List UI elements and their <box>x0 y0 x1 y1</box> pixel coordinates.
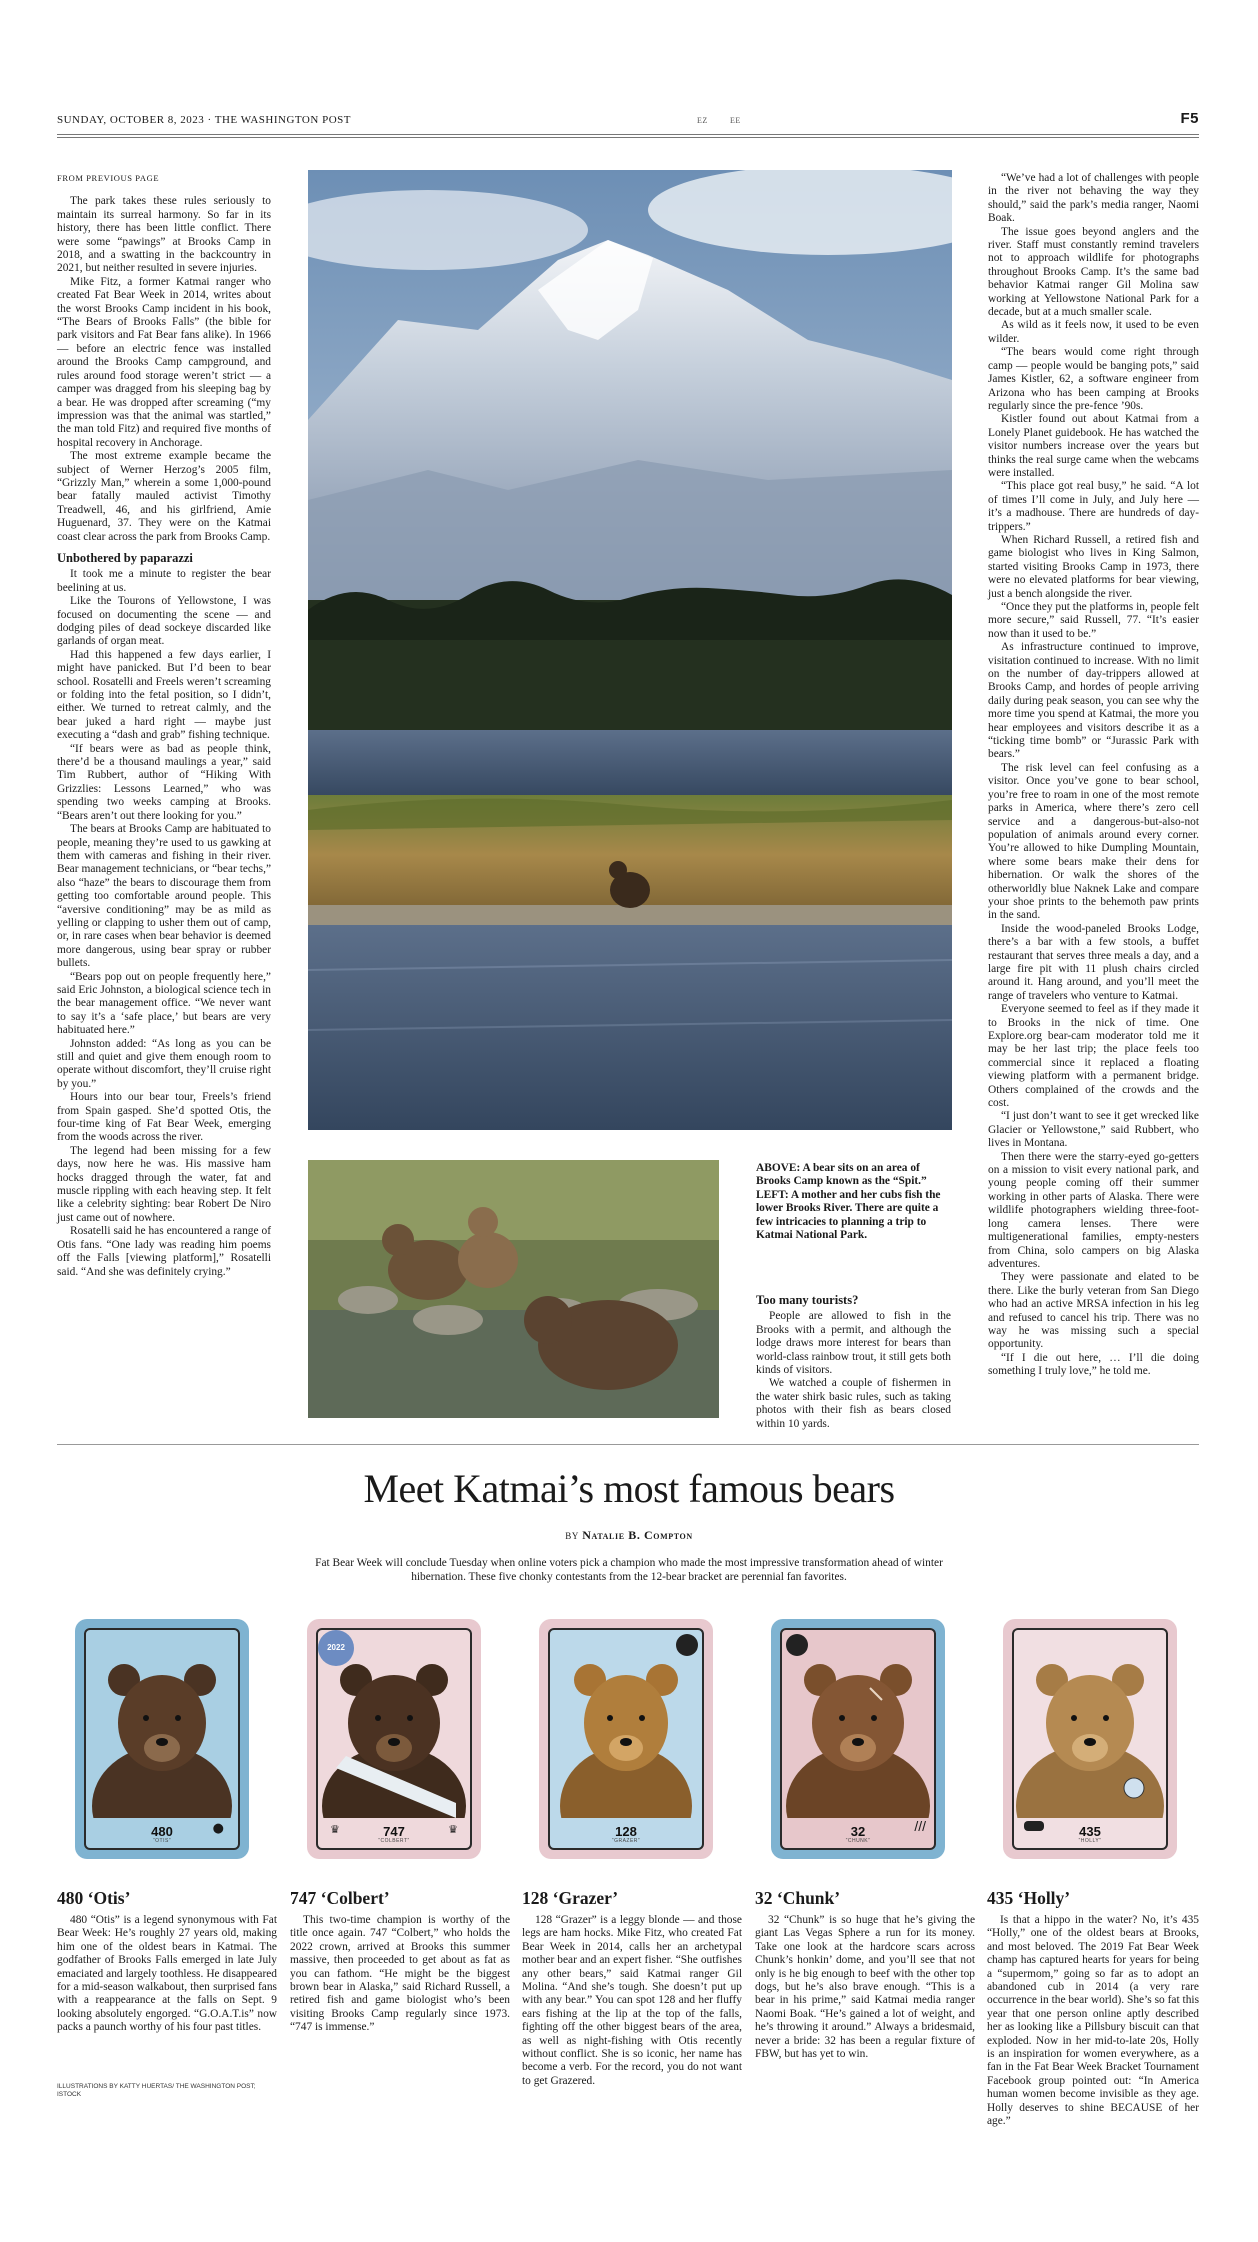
paragraph: “I just don’t want to see it get wrecked like Glacier or Yellowstone,” said Rubbert, who lives in Montana. <box>988 1110 1199 1150</box>
card-nickname: “CHUNK” <box>845 1838 871 1844</box>
card-number: 128 <box>615 1824 637 1839</box>
crown-badge-icon <box>318 1630 354 1666</box>
bear-bio <box>290 1914 510 2035</box>
paragraph: “Bears pop out on people frequently here,” said Eric Johnston, a biological science tech in the bear management office. “We never want to say it’s a ‘safe place,’ but bears are very habituated here.” <box>57 970 271 1037</box>
bear-bio <box>755 1914 975 2061</box>
bio-text: This two-time champion is worthy of the title once again. 747 “Colbert,” who holds the 2022 crown, arrived at Brooks this summer massive, then proceeded to get about as fat as you can fathom. “He might be the biggest brown bear in Alaska,” said Richard Russell, a retired fish and game biologist who’s been visiting Brooks Camp regularly since 1973. “747 is immense.” <box>290 1914 510 2034</box>
paragraph: The legend had been missing for a few days, now here he was. His massive ham hocks dragged through the water, fat and muscle rippling with each heaving step. It felt like a celebrity sighting: bear Robert De Niro just came out of nowhere. <box>57 1144 271 1224</box>
paragraph: Johnston added: “As long as you can be still and quiet and give them enough room to operate without discomfort, they’ll cruise right by you.” <box>57 1037 271 1090</box>
article-column-4 <box>988 172 1199 1379</box>
crown-icon: ♛ <box>330 1823 340 1836</box>
paragraph: The issue goes beyond anglers and the river. Staff must constantly remind travelers not to approach wildlife for photographs throughout Brooks Camp. It’s the same bad behavior Katmai ranger Gil Molina saw working at Yellowstone National Park for a decade, but at a much smaller scale. <box>988 225 1199 319</box>
paragraph: As infrastructure continued to improve, visitation continued to increase. With no limit on the number of day-trippers allowed at Brooks Camp, and hordes of people arriving daily during peak season, you can see why the more time you spend at Katmai, the more you hear employees and visitors describe it as a “ticking time bomb” or “Jurassic Park with bears.” <box>988 641 1199 761</box>
paragraph: It took me a minute to register the bear beelining at us. <box>57 568 271 594</box>
paragraph: The risk level can feel confusing as a visitor. Once you’ve gone to bear school, you’re free to roam in one of the most remote parks in America, where there’s zero cell service and a dangerous-but-also-not population of animals around every corner. You’re allowed to hike Dumpling Mountain, where some bears make their dens for hibernation. Or walk the shores of the otherworldly blue Naknek Lake and compare your shoe prints to the behemoth paw prints in the sand. <box>988 761 1199 922</box>
cubs-photo <box>308 1160 719 1418</box>
paragraph: “Once they put the platforms in, people felt more secure,” said Russell, 77. “It’s easier now than it used to be.” <box>988 601 1200 640</box>
paragraph: Then there were the starry-eyed go-getters on a mission to visit every national park, and young people coming off their summer working in other parts of Alaska. There were wildlife photographers wielding three-foot-long camera lenses. There were multigenerational families, empty-nesters from China, solo campers on big Alaska adventures. <box>988 1150 1199 1270</box>
bear-portrait <box>780 1628 936 1818</box>
feature-headline: Meet Katmai’s most famous bears <box>363 1466 895 1511</box>
folio-mark: EZ <box>697 116 708 125</box>
bear-bio <box>57 1914 277 2035</box>
bear-bio <box>987 1914 1199 2129</box>
card-nickname: “OTIS” <box>153 1838 171 1844</box>
card-face <box>316 1628 472 1850</box>
folio-mark: EE <box>730 116 741 125</box>
folio-dateline: SUNDAY, OCTOBER 8, 2023 · THE WASHINGTON POST <box>57 114 351 126</box>
card-face <box>84 1628 240 1850</box>
paragraph: Inside the wood-paneled Brooks Lodge, there’s a bar with a few stools, a buffet restaurant that serves three meals a day, and a large fire pit with 11 plush chairs circled around it. Hang around, and you’ll meet the range of travelers who venture to Katmai. <box>988 922 1199 1002</box>
bear-name: 435 ‘Holly’ <box>987 1888 1071 1908</box>
card-number: 480 <box>151 1824 173 1839</box>
bear-portrait <box>548 1628 704 1818</box>
paragraph: When Richard Russell, a retired fish and game biologist who lives in King Salmon, started visiting Brooks Camp in 1973, there were no elevated platforms for bear viewing, just a bench alongside the river. <box>988 533 1199 600</box>
card-nickname: “HOLLY” <box>1078 1838 1102 1844</box>
photo-caption: ABOVE: A bear sits on an area of Brooks Camp known as the “Spit.” LEFT: A mother and her cubs fish the lower Brooks River. There are quite a few intricacies to planning a trip to Katmai National Park. <box>756 1162 941 1242</box>
bear-head-icon <box>786 1634 808 1656</box>
author-name: Natalie B. Compton <box>582 1528 693 1542</box>
paragraph: “This place got real busy,” he said. “A lot of times I’ll come in July, and July here — it’s a madhouse. There are hundreds of day-trippers.” <box>988 480 1199 533</box>
paragraph: Kistler found out about Katmai from a Lonely Planet guidebook. He has watched the visitor numbers increase over the years but thinks the real surge came when the webcams were installed. <box>988 413 1199 479</box>
paragraph: We watched a couple of fishermen in the water shirk basic rules, such as taking photos with their fish as bears closed within 10 yards. <box>756 1377 951 1430</box>
bear-name: 128 ‘Grazer’ <box>522 1888 619 1908</box>
bear-head-icon <box>676 1634 698 1656</box>
bear-card-colbert <box>307 1619 481 1859</box>
card-number: 435 <box>1079 1824 1101 1839</box>
bear-card-holly <box>1003 1619 1177 1859</box>
bear-portrait <box>84 1628 240 1818</box>
page-folio <box>57 112 1199 132</box>
paragraph: Had this happened a few days earlier, I might have panicked. But I’d been to bear school. Rosatelli and Freels weren’t screaming or folding into the fetal position, so I didn’t, either. We turned to retreat calmly, and the bear juked a hard right — maybe just executing a “dash and grab” fishing technique. <box>57 648 271 742</box>
crown-icon: ♛ <box>448 1823 458 1836</box>
card-face <box>780 1628 936 1850</box>
paragraph: They were passionate and elated to be there. Like the burly veteran from San Diego who had an active MRSA infection in his leg and refused to cancel his trip. There was no way he was missing such a special opportunity. <box>988 1271 1199 1351</box>
bear-bio <box>522 1914 742 2088</box>
bio-text: 480 “Otis” is a legend synonymous with Fat Bear Week: He’s roughly 27 years old, making him one of the oldest bears in Katmai. The godfather of Brooks Falls emerged in late July emaciated and largely toothless. He disappeared for a mid-season walkabout, then surprised fans with a reappearance at the falls on Sept. 9 looking absolutely engorged. “G.O.A.T.is” now packs a paunch worthy of his four past titles. <box>57 1914 277 2034</box>
paw-icon: ● <box>212 1821 224 1836</box>
paragraph: People are allowed to fish in the Brooks with a permit, and although the lodge draws more interest for bears than world-class rainbow trout, it still gets both kinds of visitors. <box>756 1310 951 1377</box>
feature-dek: Fat Bear Week will conclude Tuesday when online voters pick a champion who made the most impressive transformation ahead of winter hibernation. These five chonky contestants from the 12-bear bracket are perennial fan favorites. <box>315 1557 943 1583</box>
paragraph: Mike Fitz, a former Katmai ranger who created Fat Bear Week in 2014, writes about the worst Brooks Camp incident in his book, “The Bears of Brooks Falls” (the bible for park visitors and Fat Bear fans alike). In 1966 — before an electric fence was installed around the Brooks Camp campground, and rules around food storage weren’t strict — a camper was dragged from his sleeping bag by a bear. He was dropped after screaming (“my impression was that the animal was startled,” the man told Fitz) and required five months of hospital recovery in Anchorage. <box>57 275 271 449</box>
paragraph: The bears at Brooks Camp are habituated to people, meaning they’re used to us gawking at them with cameras and fishing in their river. Bear management technicians, or “bear techs,” also “haze” the bears to discourage them from getting too comfortable around people. This “aversive conditioning” may be as mild as yelling or clapping to usher them out of camp, or, in rare cases when bear behavior is deemed more dangerous, using bear spray or rubber bullets. <box>57 823 271 970</box>
bear-card-chunk <box>771 1619 945 1859</box>
card-nickname: “COLBERT” <box>378 1838 410 1844</box>
article-column-1 <box>57 172 271 1279</box>
landscape-photo <box>308 170 952 1130</box>
card-face <box>1012 1628 1168 1850</box>
paragraph: “We’ve had a lot of challenges with people in the river not behaving the way they should,” said the park’s media ranger, Naomi Boak. <box>988 172 1199 225</box>
article-column-3 <box>756 1294 951 1431</box>
bear-name: 32 ‘Chunk’ <box>755 1888 841 1908</box>
paragraph: The park takes these rules seriously to maintain its surreal harmony. So far in its history, there has been little conflict. There were some “pawings” at Brooks Camp in 2018, and a swatting in the backcountry in 2021, but neither resulted in severe injuries. <box>57 195 271 275</box>
top-rule <box>57 137 1199 138</box>
claw-marks-icon: /// <box>914 1818 926 1834</box>
paragraph: Rosatelli said he has encountered a range of Otis fans. “One lady was reading him poems off the Falls [viewing platform],” Rosatelli said. “And she was definitely crying.” <box>57 1225 271 1278</box>
bio-text: 32 “Chunk” is so huge that he’s giving the giant Las Vegas Sphere a run for its money. Take one look at the hardcore scars across Chunk’s honkin’ dome, and you’ll see that not only is he big enough to beef with the other top dogs, but he’s also brave enough. “This is a bear in his prime,” said Katmai media ranger Naomi Boak. “He’s gained a lot of weight, and he’s throwing it around.” Always a bridesmaid, never a bride: 32 has been a regular fixture of FBW, but has yet to win. <box>755 1914 975 2061</box>
page-number: F5 <box>1180 110 1199 127</box>
card-face <box>548 1628 704 1850</box>
paragraph: “The bears would come right through camp — people would be banging pots,” said James Kistler, 62, a software engineer from Arizona who has been camping at Brooks regularly since the pre-fence ’90s. <box>988 346 1199 412</box>
paragraph: Everyone seemed to feel as if they made it to Brooks in the nick of time. One Explore.org bear-cam moderator told me it may be her last trip; the place feels too commercial since it replaced a floating viewing platform with a permanent bridge. Others complained of the crowds and the cost. <box>988 1003 1199 1110</box>
paragraph: The most extreme example became the subject of Werner Herzog’s 2005 film, “Grizzly Man,” wherein a some 1,000-pound bear fatally mauled activist Timothy Treadwell, 46, and his girlfriend, Amie Huguenard, 37. They were on the Katmai coast clear across the park from Brooks Camp. <box>57 450 271 543</box>
card-number: 32 <box>850 1824 866 1839</box>
paragraph: Like the Tourons of Yellowstone, I was focused on documenting the scene — and dodging piles of dead sockeye discarded like garlands of organ meat. <box>57 595 271 648</box>
paragraph: “If I die out here, … I’ll die doing something I truly love,” he told me. <box>988 1351 1199 1378</box>
section-subhead: Unbothered by paparazzi <box>57 550 193 565</box>
byline <box>0 1528 1258 1543</box>
bio-text: 128 “Grazer” is a leggy blonde — and those legs are ham hocks. Mike Fitz, who created Fat Bear Week in 2014, calls her an archetypal mother bear and an expert fisher. “She outfishes any other bears,” said Katmai ranger Gil Molina. “And she’s tough. She doesn’t put up with any bear.” You can spot 128 and her fluffy ears fishing at the lip at the top of the falls, fighting off the other biggest bears of the area, as well as night-fishing with Otis recently without conflict. She is so iconic, her name has become a verb. For the record, you do not want to get Grazered. <box>522 1914 742 2087</box>
section-subhead: Too many tourists? <box>756 1293 859 1307</box>
landscape-illustration <box>308 170 952 1130</box>
bear-portrait <box>1012 1628 1168 1818</box>
bear-name: 480 ‘Otis’ <box>57 1888 131 1908</box>
top-rule <box>57 134 1199 135</box>
byline-by: BY <box>565 1531 579 1541</box>
bear-card-grazer <box>539 1619 713 1859</box>
paragraph: “If bears were as bad as people think, there’d be a thousand maulings a year,” said Tim Rubbert, author of “Hiking With Grizzlies: Lessons Learned,” who was spending two weeks camping at Brooks. “Bears aren’t out there looking for you.” <box>57 742 271 822</box>
badge-year: 2022 <box>327 1643 345 1652</box>
section-divider <box>57 1444 1199 1445</box>
continuation-kicker: FROM PREVIOUS PAGE <box>57 173 160 183</box>
bear-card-otis <box>75 1619 249 1859</box>
paragraph: As wild as it feels now, it used to be even wilder. <box>988 319 1199 345</box>
paragraph: Hours into our bear tour, Freels’s friend from Spain gasped. She’d spotted Otis, the four-time king of Fat Bear Week, emerging from the woods across the river. <box>57 1091 271 1144</box>
card-nickname: “GRAZER” <box>611 1838 641 1844</box>
illustration-credit: ILLUSTRATIONS BY KATTY HUERTAS/ THE WASHINGTON POST; ISTOCK <box>57 2083 256 2098</box>
cubs-illustration <box>308 1160 719 1418</box>
bio-text: Is that a hippo in the water? No, it’s 435 “Holly,” one of the oldest bears at Brooks, and most beloved. The 2019 Fat Bear Week champ has captured hearts for years for being a “supermom,” going so far as to adopt an abandoned cub in 2014 (a very rare occurrence in the bear world). She’s so fat this year that one person online aptly described her as looking like a Pillsbury biscuit can that exploded. Now in her mid-to-late 20s, Holly is an inspiration for women everywhere, as a fan in the Fat Bear Week Bracket Tournament Facebook group pointed out: “In America human women become invisible as they age. Holly deserves to shine BECAUSE of her age.” <box>987 1914 1199 2128</box>
card-number: 747 <box>383 1824 405 1839</box>
bear-name: 747 ‘Colbert’ <box>290 1888 390 1908</box>
